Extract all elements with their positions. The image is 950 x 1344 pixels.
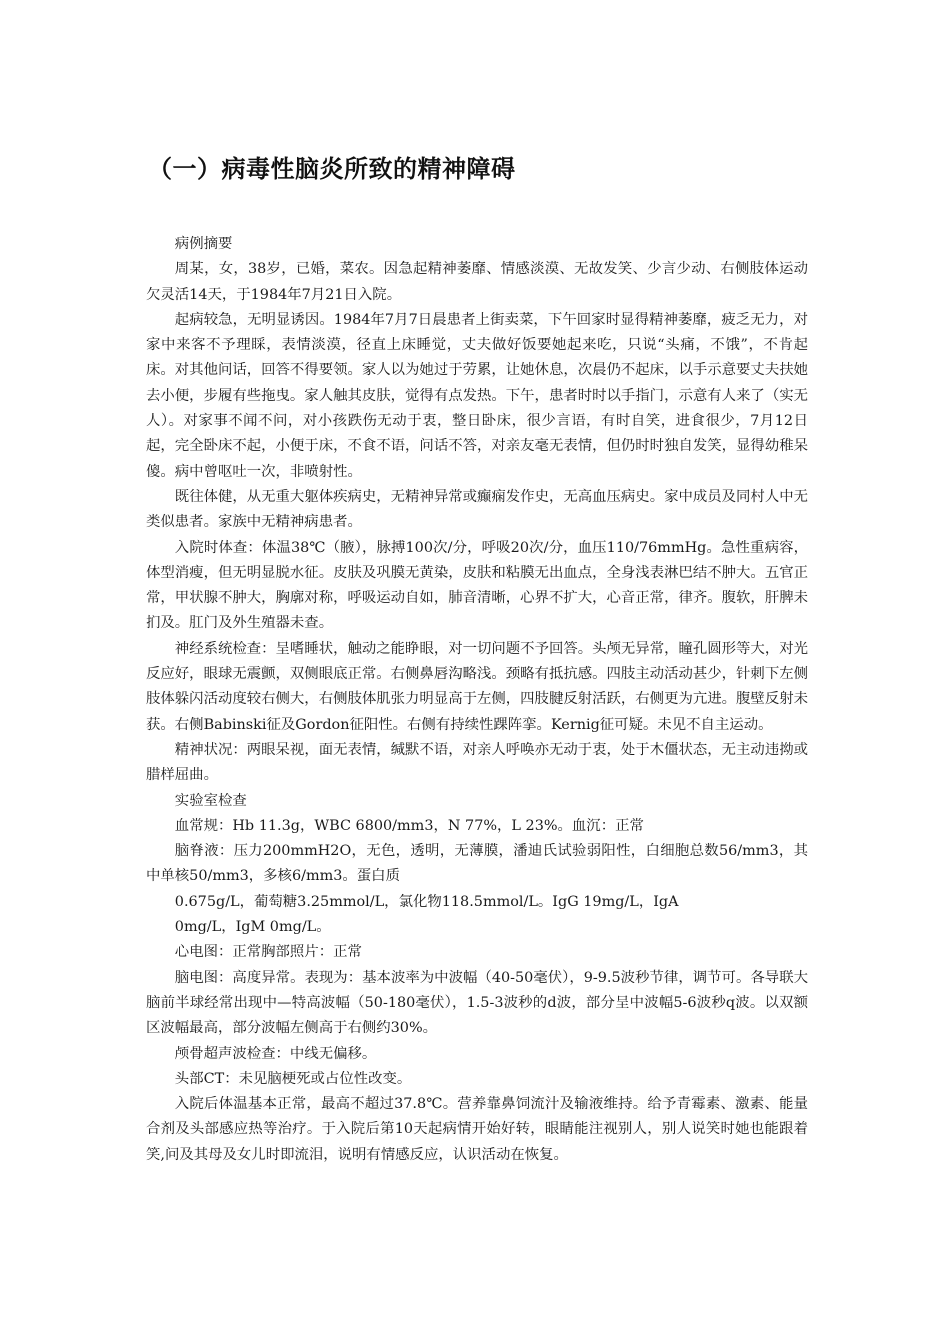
paragraph-head-ct: 头部CT：未见脑梗死或占位性改变。 — [174, 1070, 412, 1087]
paragraph-heading-case-summary: 病例摘要 — [174, 236, 233, 252]
paragraph-skull-ultrasound: 颅骨超声波检查：中线无偏移。 — [174, 1045, 377, 1062]
section-title: （一）病毒性脑炎所致的精神障碍 — [148, 155, 516, 183]
paragraph-chief-complaint: 周某，女，38岁，已婚，菜农。因急起精神萎靡、情感淡漠、无故发笑、少言少动、右侧肢体运动欠灵活14天，于1984年7月21日入院。 — [146, 261, 808, 303]
paragraph-heading-lab: 实验室检查 — [174, 792, 247, 809]
paragraph-csf: 脑脊液：压力200mmH2O，无色，透明，无薄膜，潘迪氏试验弱阳性，白细胞总数56/mm3，其中单核50/mm3，多核6/mm3。蛋白质 — [146, 843, 808, 885]
paragraph-eeg: 脑电图：高度异常。表现为：基本波率为中波幅（40-50毫伏），9-9.5波秒节律，调节可。各导联大脑前半球经常出现中—特高波幅（50-180毫伏），1.5-3波秒的d波，部分呈中波幅5-6波秒q波。以双额区波幅最高，部分波幅左侧高于右侧约30%。 — [146, 969, 808, 1037]
paragraph-ecg-xray: 心电图：正常胸部照片：正常 — [174, 944, 362, 961]
paragraph-csf-immunoglobulin: 0mg/L，IgM 0mg/L。 — [174, 919, 331, 936]
paragraph-neuro-exam: 神经系统检查：呈嗜睡状，触动之能睁眼，对一切问题不予回答。头颅无异常，瞳孔圆形等大，对光反应好，眼球无震颤，双侧眼底正常。右侧鼻唇沟略浅。颈略有抵抗感。四肢主动活动甚少，针刺下左侧肢体躲闪活动度较右侧大，右侧肢体肌张力明显高于左侧，四肢腱反射活跃，右侧更为亢进。腹壁反射未获。右侧Babinski征及Gordon征阳性。右侧有持续性踝阵挛。Kernig征可疑。未见不自主运动。 — [146, 640, 808, 733]
case-report-body — [146, 232, 808, 1168]
paragraph-past-history: 既往体健，从无重大躯体疾病史，无精神异常或癫痫发作史，无高血压病史。家中成员及同村人中无类似患者。家族中无精神病患者。 — [146, 488, 808, 531]
paragraph-hospital-course: 入院后体温基本正常，最高不超过37.8℃。营养靠鼻饲流汁及输液维持。给予青霉素、激素、能量合剂及头部感应热等治疗。于入院后第10天起病情开始好转，眼睛能注视别人，别人说笑时她也能跟着笑,问及其母及女儿时即流泪，说明有情感反应，认识活动在恢复。 — [146, 1096, 808, 1163]
paragraph-history-present-illness: 起病较急，无明显诱因。1984年7月7日晨患者上街卖菜，下午回家时显得精神萎靡，疲乏无力，对家中来客不予理睬，表情淡漠，径直上床睡觉，丈夫做好饭要她起来吃，只说“头痛，不饿”，不肯起床。对其他问话，回答不得要领。家人以为她过于劳累，让她休息，次晨仍不起床，以手示意要丈夫扶她去小便，步履有些拖曳。家人触其皮肤，觉得有点发热。下午，患者时时以手指门，示意有人来了（实无人）。对家事不闻不问，对小孩跌伤无动于衷，整日卧床，很少言语，有时自笑，进食很少，7月12日起，完全卧床不起，小便于床，不食不语，问话不答，对亲友毫无表情，但仍时时独自发笑，显得幼稚呆傻。病中曾呕吐一次，非喷射性。 — [146, 311, 808, 480]
paragraph-physical-exam: 入院时体查：体温38℃（腋），脉搏100次/分，呼吸20次/分，血压110/76mmHg。急性重病容，体型消瘦，但无明显脱水征。皮肤及巩膜无黄染，皮肤和粘膜无出血点，全身浅表淋巴结不肿大。五官正常，甲状腺不肿大，胸廓对称，呼吸运动自如，肺音清晰，心界不扩大，心音正常，律齐。腹软，肝脾未扪及。肛门及外生殖器未查。 — [146, 539, 808, 632]
paragraph-blood-routine: 血常规：Hb 11.3g，WBC 6800/mm3，N 77%，L 23%。血沉：正常 — [174, 817, 644, 834]
paragraph-mental-status: 精神状况：两眼呆视，面无表情，缄默不语，对亲人呼唤亦无动于衷，处于木僵状态，无主动违拗或腊样屈曲。 — [146, 741, 808, 784]
paragraph-csf-continued: 0.675g/L，葡萄糖3.25mmol/L，氯化物118.5mmol/L。IgG 19mg/L，IgA — [174, 893, 679, 910]
